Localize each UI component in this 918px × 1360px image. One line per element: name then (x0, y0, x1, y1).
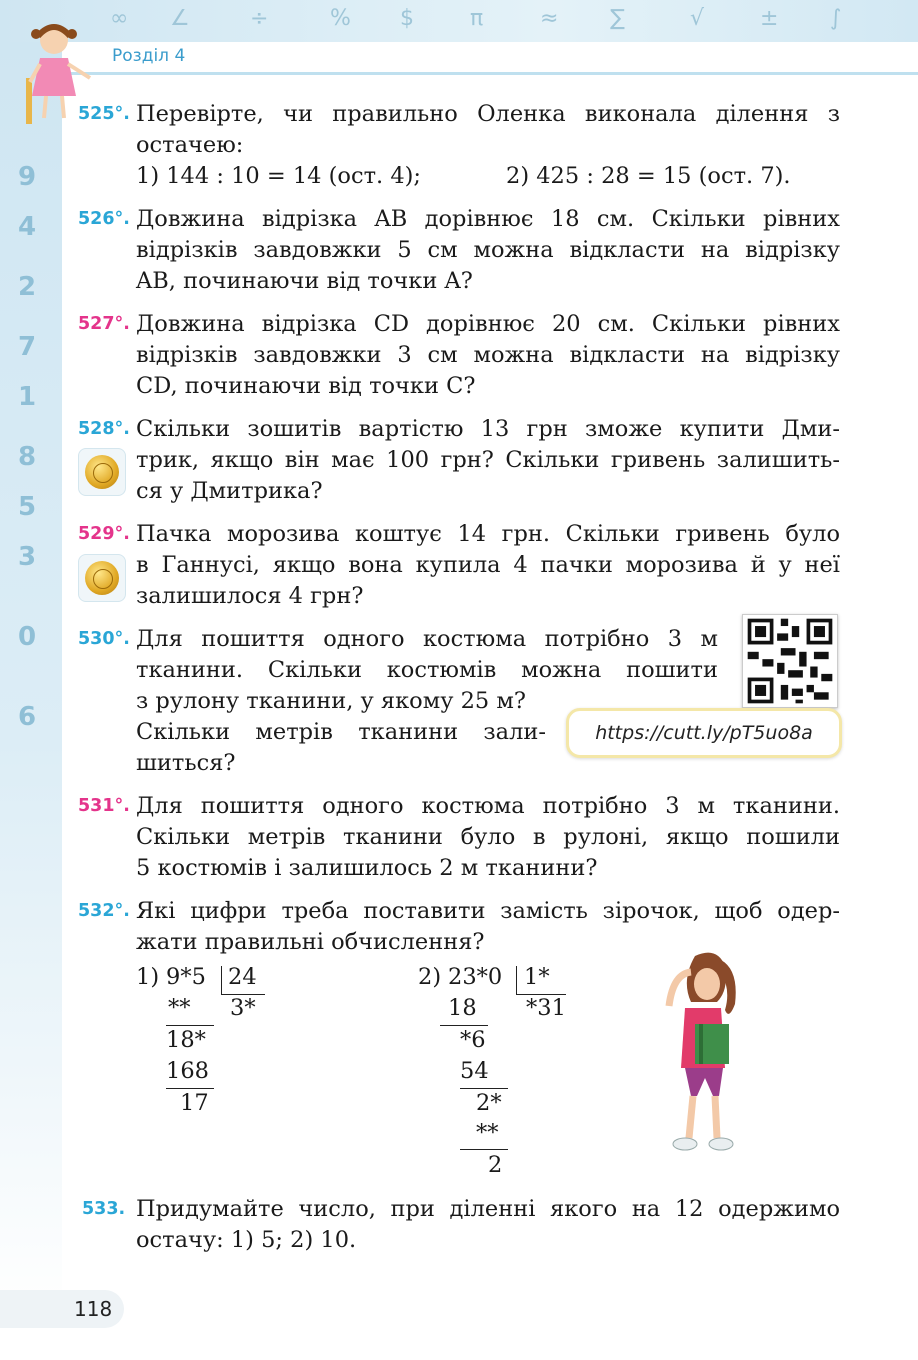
division-step: 18 (448, 995, 477, 1021)
task-text: Придумайте число, при діленні якого на 12 одержимо (136, 1196, 840, 1222)
task-text: Довжина відрізка CD дорівнює 20 см. Скільки рівних (136, 311, 840, 337)
division-dividend: 9*5 (166, 964, 206, 990)
division-label: 2) (418, 964, 442, 990)
division-step: ** (168, 995, 191, 1021)
girl-with-book-illustration (655, 950, 747, 1155)
task-text: Які цифри треба поставити замість зірочок, щоб одер- (136, 898, 840, 924)
task-text: остачу: 1) 5; 2) 10. (136, 1227, 357, 1253)
task-number: 531°. (78, 796, 130, 816)
task-number: 533. (82, 1199, 126, 1219)
task-text: AB, починаючи від точки A? (136, 268, 473, 294)
task-text: Пачка морозива коштує 14 грн. Скільки гривень було (136, 521, 840, 547)
division-step: 17 (180, 1090, 209, 1116)
task-text: в Ганнусі, якщо вона купила 4 пачки морозива й у неї (136, 552, 840, 578)
task-533 (78, 1194, 840, 1256)
task-number: 525°. (78, 104, 130, 124)
division-label: 1) (136, 964, 160, 990)
task-text: шиться? (136, 750, 236, 776)
coin-icon (78, 554, 126, 602)
task-number: 527°. (78, 314, 130, 334)
task-text: залишилося 4 грн? (136, 583, 364, 609)
task-number: 532°. (78, 901, 130, 921)
task-text: Скільки метрів тканини зали- (136, 719, 546, 745)
task-text: Перевірте, чи правильно Оленка виконала ділення з (136, 101, 840, 127)
division-bracket (516, 966, 517, 994)
division-step: 2* (476, 1090, 502, 1116)
division-divisor: 24 (228, 964, 257, 990)
task-text: Скільки метрів тканини було в рулоні, якщо пошили (136, 824, 840, 850)
division-step: 2 (488, 1152, 503, 1178)
task-number: 529°. (78, 524, 130, 544)
division-bracket (221, 966, 222, 994)
task-text: тканини. Скільки костюмів можна пошити (136, 657, 718, 683)
header-decoration: ∞ ∠ ÷ % $ π ≈ ∑ √ ± ∫ (0, 0, 918, 42)
qr-link[interactable]: https://cutt.ly/pT5uo8a (566, 708, 842, 758)
task-527 (78, 309, 840, 402)
coin-icon (78, 448, 126, 496)
division-dividend: 23*0 (448, 964, 503, 990)
task-text: жати правильні обчислення? (136, 929, 485, 955)
division-divisor: 1* (524, 964, 550, 990)
task-number: 530°. (78, 629, 130, 649)
task-text: відрізків завдовжки 5 см можна відкласти на відрізку (136, 237, 840, 263)
division-quotient: *31 (526, 995, 566, 1021)
task-529 (78, 519, 840, 612)
section-label: Розділ 4 (112, 46, 186, 66)
task-531 (78, 791, 840, 884)
task-text: Для пошиття одного костюма потрібно 3 м тканини. (136, 793, 840, 819)
task-532 (78, 896, 840, 958)
division-step: 54 (460, 1058, 489, 1084)
task-text: з рулону тканини, у якому 25 м? (136, 688, 526, 714)
task-text: трик, якщо він має 100 грн? Скільки гривень залишить- (136, 447, 840, 473)
task-text: Довжина відрізка AB дорівнює 18 см. Скільки рівних (136, 206, 840, 232)
division-quotient: 3* (230, 995, 256, 1021)
division-step: 18* (166, 1027, 206, 1053)
division-step: ** (476, 1120, 499, 1146)
division-step: 168 (166, 1058, 209, 1084)
task-text: ся у Дмитрика? (136, 478, 323, 504)
margin-decoration: 9 4 2 7 1 8 5 3 0 6 (0, 42, 62, 1312)
task-number: 528°. (78, 419, 130, 439)
task-text: CD, починаючи від точки C? (136, 373, 476, 399)
task-item: 2) 425 : 28 = 15 (ост. 7). (506, 163, 791, 189)
task-525 (78, 99, 840, 192)
task-text: 5 костюмів і залишилось 2 м тканини? (136, 855, 598, 881)
page-number: 118 (0, 1290, 124, 1328)
task-item: 1) 144 : 10 = 14 (ост. 4); (136, 163, 421, 189)
task-526 (78, 204, 840, 297)
qr-code-icon[interactable] (742, 614, 838, 708)
task-number: 526°. (78, 209, 130, 229)
task-text: Для пошиття одного костюма потрібно 3 м (136, 626, 718, 652)
section-header (62, 42, 918, 75)
division-step: *6 (460, 1027, 486, 1053)
task-text: остачею: (136, 132, 244, 158)
task-text: відрізків завдовжки 3 см можна відкласти на відрізку (136, 342, 840, 368)
task-text: Скільки зошитів вартістю 13 грн зможе купити Дми- (136, 416, 840, 442)
task-528 (78, 414, 840, 507)
